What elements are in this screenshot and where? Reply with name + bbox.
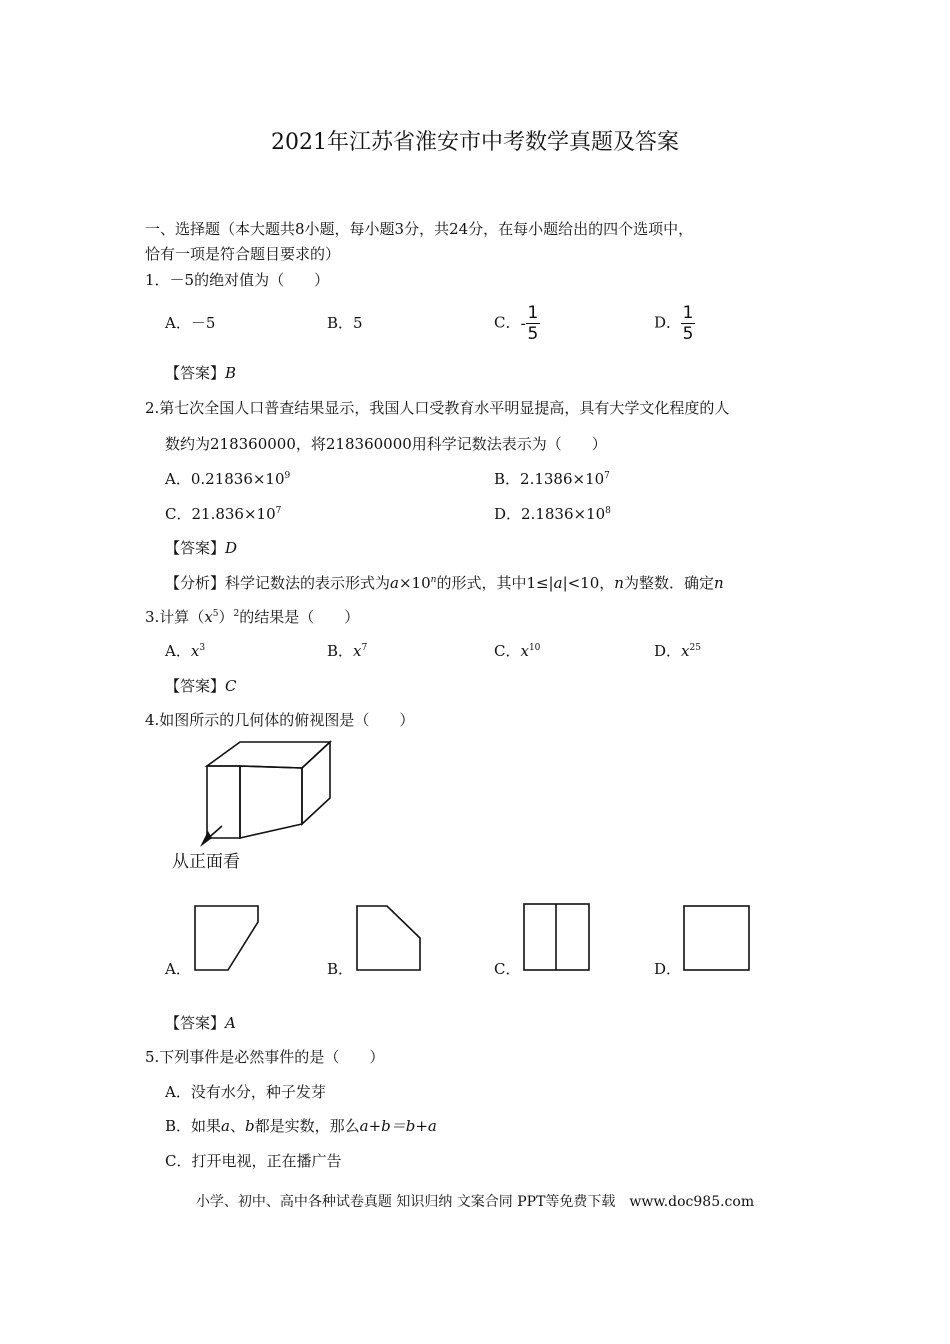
option-text: 都是实数，那么 — [254, 1117, 360, 1135]
analysis-text: 的形式，其中1≤| — [436, 574, 554, 592]
option-label: A． — [165, 642, 191, 660]
option-var: a — [221, 1117, 230, 1135]
q2-stem: 2.第七次全国人口普查结果显示，我国人口受教育水平明显提高，具有大学文化程度的人 — [145, 399, 730, 417]
option-label: C． — [494, 642, 521, 660]
answer-value: D — [225, 539, 238, 557]
q2-stem-cont: 数约为218360000，将218360000用科学记数法表示为（ ） — [165, 435, 607, 453]
q4-option-a-shape — [195, 906, 258, 970]
analysis-var: n — [713, 574, 724, 592]
answer-label: 【答案】 — [165, 364, 226, 382]
q5-option-c: C．打开电视，正在播广告 — [165, 1152, 342, 1170]
q1-stem: 1．－5的绝对值为（ ） — [145, 271, 330, 289]
q4-option-d: D． — [654, 960, 682, 978]
q2-d-exp: 8 — [605, 506, 611, 516]
section-heading-cont: 恰有一项是符合题目要求的） — [145, 245, 341, 263]
analysis-var: a — [553, 574, 563, 592]
q1-d-den: 5 — [682, 324, 694, 344]
q1-c-num: 1 — [527, 303, 539, 323]
q2-b-text: B．2.1386×10 — [494, 470, 605, 488]
q2-d-text: D．2.1836×10 — [494, 505, 606, 523]
q1-option-a: A．－5 — [165, 314, 216, 332]
answer-label: 【答案】 — [165, 539, 226, 557]
q2-b-exp: 7 — [604, 471, 610, 481]
q4-option-b-shape — [357, 906, 420, 970]
q1-c-sign: - — [520, 314, 526, 333]
q2-a-text: A．0.21836×10 — [165, 470, 285, 488]
q2-c-text: C．21.836×10 — [165, 505, 276, 523]
option-var: x — [353, 642, 362, 660]
q5-option-a: A．没有水分，种子发芽 — [165, 1083, 326, 1101]
q4-option-a: A． — [165, 960, 191, 978]
q1-option-b: B．5 — [327, 314, 363, 332]
analysis-text: |<10， — [562, 574, 615, 592]
q4-figure-caption: 从正面看 — [172, 852, 240, 872]
page-footer: 小学、初中、高中各种试卷真题 知识归纳 文案合同 PPT等免费下载 www.doc985.com — [195, 1194, 755, 1210]
q3-stem-var: x — [204, 608, 213, 626]
option-expression: a+b＝b+a — [359, 1117, 437, 1135]
q4-option-c: C． — [494, 960, 521, 978]
q4-option-b: B． — [327, 960, 354, 978]
q4-answer — [165, 1013, 236, 1033]
q1-d-num: 1 — [682, 303, 694, 323]
answer-label: 【答案】 — [165, 1014, 226, 1032]
option-text: B．如果 — [165, 1117, 222, 1135]
q1-c-den: 5 — [527, 324, 539, 344]
option-label: B． — [327, 642, 354, 660]
option-var: x — [520, 642, 529, 660]
option-exp: 3 — [199, 643, 206, 653]
option-exp: 10 — [528, 643, 541, 653]
answer-label: 【答案】 — [165, 677, 226, 695]
q5-option-b — [165, 1116, 437, 1136]
section-heading: 一、选择题（本大题共8小题，每小题3分，共24分，在每小题给出的四个选项中， — [145, 220, 694, 238]
analysis-label: 【分析】 — [165, 574, 226, 592]
q1-d-label: D． — [654, 313, 682, 332]
option-var: x — [190, 642, 200, 660]
option-var: b — [245, 1117, 255, 1135]
q3-stem-text: ） — [218, 608, 234, 626]
answer-value: C — [225, 677, 237, 695]
option-exp: 25 — [689, 643, 701, 653]
option-exp: 7 — [361, 643, 368, 653]
option-label: D． — [654, 642, 682, 660]
analysis-text: ×10 — [398, 574, 431, 592]
answer-value: A — [225, 1014, 236, 1032]
answer-value: B — [225, 364, 237, 382]
analysis-var: a — [390, 574, 399, 592]
analysis-var: n — [614, 574, 624, 592]
option-var: x — [681, 642, 690, 660]
q1-c-label: C． — [494, 313, 521, 332]
q3-stem-text: 的结果是（ ） — [239, 608, 360, 626]
q4-option-d-shape — [684, 906, 749, 970]
q2-a-exp: 9 — [284, 471, 291, 481]
q3-stem-exp: 5 — [212, 609, 219, 619]
analysis-text: 为整数．确定 — [623, 574, 714, 592]
q4-stem: 4.如图所示的几何体的俯视图是（ ） — [145, 711, 415, 729]
q2-c-exp: 7 — [275, 506, 282, 516]
q3-stem-text: 3.计算（ — [145, 608, 205, 626]
q3-stem-exp: 2 — [233, 609, 240, 619]
analysis-text: 科学记数法的表示形式为 — [225, 574, 391, 592]
page-title: 2021年江苏省淮安市中考数学真题及答案 — [271, 130, 679, 155]
option-text: 、 — [229, 1117, 245, 1135]
q5-stem: 5.下列事件是必然事件的是（ ） — [145, 1048, 385, 1066]
analysis-exp: n — [430, 575, 437, 585]
